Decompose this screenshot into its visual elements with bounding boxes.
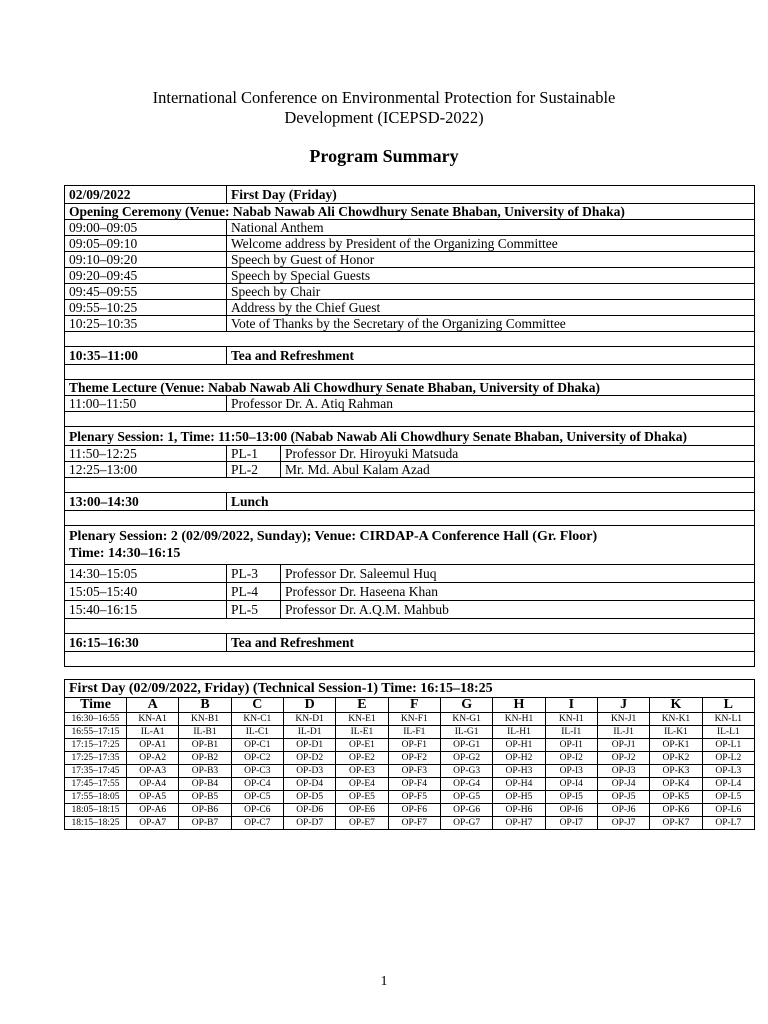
column-header-time: Time <box>65 698 127 713</box>
technical-row <box>65 804 755 817</box>
paper-code: OP-L6 <box>702 804 754 817</box>
plenary-row <box>65 565 755 583</box>
schedule-time: 09:45–09:55 <box>65 284 227 300</box>
spacer-cell <box>65 412 755 427</box>
slot-time: 18:15–18:25 <box>65 817 127 830</box>
plenary-speaker: Professor Dr. Haseena Khan <box>281 583 755 601</box>
paper-code: OP-J1 <box>597 739 649 752</box>
paper-code: OP-J4 <box>597 778 649 791</box>
paper-code: OP-J2 <box>597 752 649 765</box>
tea-break-row <box>65 634 755 652</box>
plenary-row <box>65 446 755 462</box>
spacer-row <box>65 511 755 526</box>
paper-code: OP-J6 <box>597 804 649 817</box>
column-header-room: L <box>702 698 754 713</box>
plenary-row <box>65 583 755 601</box>
technical-row <box>65 778 755 791</box>
column-header-room: G <box>440 698 492 713</box>
paper-code: KN-D1 <box>283 713 335 726</box>
schedule-row <box>65 300 755 316</box>
plenary-code: PL-1 <box>227 446 281 462</box>
technical-row <box>65 713 755 726</box>
paper-code: KN-I1 <box>545 713 597 726</box>
paper-code: OP-A3 <box>127 765 179 778</box>
paper-code: IL-F1 <box>388 726 440 739</box>
column-header-room: K <box>650 698 702 713</box>
plenary2-title-line1: Plenary Session: 2 (02/09/2022, Sunday); Venue: CIRDAP-A Conference Hall (Gr. Floor) <box>69 529 598 544</box>
paper-code: OP-A1 <box>127 739 179 752</box>
day-label: First Day (Friday) <box>227 186 755 204</box>
paper-code: KN-C1 <box>231 713 283 726</box>
schedule-row <box>65 252 755 268</box>
paper-code: OP-H5 <box>493 791 545 804</box>
schedule-row <box>65 220 755 236</box>
day-header-row <box>65 186 755 204</box>
paper-code: OP-L2 <box>702 752 754 765</box>
paper-code: OP-J7 <box>597 817 649 830</box>
technical-row <box>65 726 755 739</box>
paper-code: OP-B2 <box>179 752 231 765</box>
paper-code: OP-D2 <box>283 752 335 765</box>
paper-code: IL-K1 <box>650 726 702 739</box>
paper-code: IL-E1 <box>336 726 388 739</box>
slot-time: 18:05–18:15 <box>65 804 127 817</box>
paper-code: OP-K3 <box>650 765 702 778</box>
column-header-room: H <box>493 698 545 713</box>
paper-code: OP-C6 <box>231 804 283 817</box>
schedule-event: Speech by Guest of Honor <box>227 252 755 268</box>
theme-lecture-title: Theme Lecture (Venue: Nabab Nawab Ali Chowdhury Senate Bhaban, University of Dhaka) <box>65 380 755 396</box>
paper-code: OP-G1 <box>440 739 492 752</box>
schedule-row <box>65 284 755 300</box>
paper-code: OP-D6 <box>283 804 335 817</box>
plenary-time: 15:05–15:40 <box>65 583 227 601</box>
plenary-row <box>65 601 755 619</box>
schedule-row <box>65 396 755 412</box>
paper-code: OP-K2 <box>650 752 702 765</box>
schedule-event: Speech by Chair <box>227 284 755 300</box>
tea-break-time: 16:15–16:30 <box>65 634 227 652</box>
column-header-room: I <box>545 698 597 713</box>
paper-code: IL-G1 <box>440 726 492 739</box>
paper-code: IL-C1 <box>231 726 283 739</box>
column-header-room: B <box>179 698 231 713</box>
slot-time: 17:25–17:35 <box>65 752 127 765</box>
paper-code: OP-K1 <box>650 739 702 752</box>
opening-title: Opening Ceremony (Venue: Nabab Nawab Ali Chowdhury Senate Bhaban, University of Dhaka) <box>65 204 755 220</box>
paper-code: OP-A6 <box>127 804 179 817</box>
schedule-event: Address by the Chief Guest <box>227 300 755 316</box>
paper-code: OP-L3 <box>702 765 754 778</box>
schedule-event: Vote of Thanks by the Secretary of the Organizing Committee <box>227 316 755 332</box>
spacer-row <box>65 652 755 667</box>
paper-code: OP-A4 <box>127 778 179 791</box>
schedule-row <box>65 316 755 332</box>
plenary-code: PL-5 <box>227 601 281 619</box>
plenary-time: 14:30–15:05 <box>65 565 227 583</box>
technical-header-row <box>65 698 755 713</box>
tea-break-time: 10:35–11:00 <box>65 347 227 365</box>
paper-code: OP-D1 <box>283 739 335 752</box>
tea-break-label: Tea and Refreshment <box>227 347 755 365</box>
slot-time: 17:15–17:25 <box>65 739 127 752</box>
spacer-row <box>65 478 755 493</box>
slot-time: 17:55–18:05 <box>65 791 127 804</box>
technical-row <box>65 817 755 830</box>
paper-code: OP-L4 <box>702 778 754 791</box>
paper-code: IL-A1 <box>127 726 179 739</box>
paper-code: OP-F7 <box>388 817 440 830</box>
technical-session-table <box>64 679 755 830</box>
paper-code: OP-F3 <box>388 765 440 778</box>
paper-code: OP-C7 <box>231 817 283 830</box>
paper-code: OP-C3 <box>231 765 283 778</box>
slot-time: 16:30–16:55 <box>65 713 127 726</box>
paper-code: OP-A2 <box>127 752 179 765</box>
paper-code: OP-F6 <box>388 804 440 817</box>
schedule-event: Welcome address by President of the Organizing Committee <box>227 236 755 252</box>
paper-code: OP-E7 <box>336 817 388 830</box>
paper-code: OP-G6 <box>440 804 492 817</box>
paper-code: OP-I4 <box>545 778 597 791</box>
paper-code: OP-I5 <box>545 791 597 804</box>
paper-code: OP-E4 <box>336 778 388 791</box>
paper-code: OP-K6 <box>650 804 702 817</box>
schedule-time: 09:55–10:25 <box>65 300 227 316</box>
paper-code: IL-B1 <box>179 726 231 739</box>
paper-code: OP-J3 <box>597 765 649 778</box>
plenary-code: PL-2 <box>227 462 281 478</box>
paper-code: OP-K4 <box>650 778 702 791</box>
plenary2-title <box>65 526 755 565</box>
paper-code: OP-F4 <box>388 778 440 791</box>
paper-code: OP-C1 <box>231 739 283 752</box>
paper-code: OP-H6 <box>493 804 545 817</box>
paper-code: IL-H1 <box>493 726 545 739</box>
paper-code: OP-G5 <box>440 791 492 804</box>
paper-code: IL-D1 <box>283 726 335 739</box>
plenary-speaker: Mr. Md. Abul Kalam Azad <box>281 462 755 478</box>
slot-time: 17:45–17:55 <box>65 778 127 791</box>
schedule-time: 09:20–09:45 <box>65 268 227 284</box>
spacer-row <box>65 619 755 634</box>
page-heading: Program Summary <box>309 146 459 166</box>
paper-code: OP-C5 <box>231 791 283 804</box>
spacer-row <box>65 365 755 380</box>
theme-lecture-speaker: Professor Dr. A. Atiq Rahman <box>227 396 755 412</box>
program-table <box>64 185 755 667</box>
paper-code: KN-E1 <box>336 713 388 726</box>
plenary2-title-row <box>65 526 755 565</box>
conference-title-line1: International Conference on Environmental Protection for Sustainable <box>152 88 616 107</box>
technical-session-title: First Day (02/09/2022, Friday) (Technical Session-1) Time: 16:15–18:25 <box>65 680 755 698</box>
schedule-time: 09:05–09:10 <box>65 236 227 252</box>
paper-code: OP-E2 <box>336 752 388 765</box>
paper-code: IL-I1 <box>545 726 597 739</box>
paper-code: OP-B3 <box>179 765 231 778</box>
paper-code: OP-B5 <box>179 791 231 804</box>
paper-code: OP-H2 <box>493 752 545 765</box>
plenary1-title-row <box>65 427 755 446</box>
paper-code: OP-B4 <box>179 778 231 791</box>
lunch-time: 13:00–14:30 <box>65 493 227 511</box>
paper-code: OP-G3 <box>440 765 492 778</box>
paper-code: OP-B7 <box>179 817 231 830</box>
technical-row <box>65 765 755 778</box>
schedule-event: National Anthem <box>227 220 755 236</box>
paper-code: OP-I6 <box>545 804 597 817</box>
plenary-speaker: Professor Dr. Saleemul Huq <box>281 565 755 583</box>
column-header-room: E <box>336 698 388 713</box>
paper-code: IL-J1 <box>597 726 649 739</box>
technical-row <box>65 752 755 765</box>
theme-lecture-title-row <box>65 380 755 396</box>
plenary-time: 11:50–12:25 <box>65 446 227 462</box>
paper-code: OP-D3 <box>283 765 335 778</box>
paper-code: OP-A5 <box>127 791 179 804</box>
paper-code: OP-C4 <box>231 778 283 791</box>
paper-code: OP-L5 <box>702 791 754 804</box>
schedule-row <box>65 268 755 284</box>
paper-code: OP-D4 <box>283 778 335 791</box>
spacer-cell <box>65 332 755 347</box>
paper-code: OP-H3 <box>493 765 545 778</box>
paper-code: OP-B1 <box>179 739 231 752</box>
paper-code: KN-K1 <box>650 713 702 726</box>
plenary2-title-line2: Time: 14:30–16:15 <box>69 546 181 561</box>
spacer-cell <box>65 652 755 667</box>
technical-row <box>65 739 755 752</box>
paper-code: OP-L1 <box>702 739 754 752</box>
spacer-cell <box>65 365 755 380</box>
paper-code: OP-K5 <box>650 791 702 804</box>
plenary-time: 12:25–13:00 <box>65 462 227 478</box>
paper-code: OP-J5 <box>597 791 649 804</box>
schedule-time: 10:25–10:35 <box>65 316 227 332</box>
tea-break-label: Tea and Refreshment <box>227 634 755 652</box>
paper-code: OP-G4 <box>440 778 492 791</box>
column-header-room: F <box>388 698 440 713</box>
plenary-time: 15:40–16:15 <box>65 601 227 619</box>
paper-code: OP-H1 <box>493 739 545 752</box>
slot-time: 17:35–17:45 <box>65 765 127 778</box>
paper-code: OP-E3 <box>336 765 388 778</box>
spacer-cell <box>65 511 755 526</box>
spacer-cell <box>65 619 755 634</box>
paper-code: OP-I3 <box>545 765 597 778</box>
paper-code: OP-F1 <box>388 739 440 752</box>
spacer-row <box>65 332 755 347</box>
paper-code: OP-B6 <box>179 804 231 817</box>
paper-code: OP-I1 <box>545 739 597 752</box>
column-header-room: C <box>231 698 283 713</box>
schedule-event: Speech by Special Guests <box>227 268 755 284</box>
plenary-row <box>65 462 755 478</box>
paper-code: OP-E5 <box>336 791 388 804</box>
lunch-label: Lunch <box>227 493 755 511</box>
paper-code: KN-J1 <box>597 713 649 726</box>
schedule-row <box>65 236 755 252</box>
lunch-row <box>65 493 755 511</box>
slot-time: 16:55–17:15 <box>65 726 127 739</box>
paper-code: OP-L7 <box>702 817 754 830</box>
technical-session-title-row <box>65 680 755 698</box>
paper-code: KN-A1 <box>127 713 179 726</box>
schedule-time: 09:10–09:20 <box>65 252 227 268</box>
paper-code: OP-D7 <box>283 817 335 830</box>
spacer-cell <box>65 478 755 493</box>
opening-title-row <box>65 204 755 220</box>
paper-code: KN-L1 <box>702 713 754 726</box>
paper-code: KN-H1 <box>493 713 545 726</box>
paper-code: KN-G1 <box>440 713 492 726</box>
plenary-speaker: Professor Dr. Hiroyuki Matsuda <box>281 446 755 462</box>
paper-code: OP-E6 <box>336 804 388 817</box>
paper-code: OP-C2 <box>231 752 283 765</box>
tea-break-row <box>65 347 755 365</box>
schedule-time: 11:00–11:50 <box>65 396 227 412</box>
paper-code: OP-I7 <box>545 817 597 830</box>
schedule-time: 09:00–09:05 <box>65 220 227 236</box>
paper-code: OP-A7 <box>127 817 179 830</box>
plenary1-title: Plenary Session: 1, Time: 11:50–13:00 (Nabab Nawab Ali Chowdhury Senate Bhaban, University of Dhaka) <box>65 427 755 446</box>
plenary-code: PL-4 <box>227 583 281 601</box>
paper-code: OP-K7 <box>650 817 702 830</box>
paper-code: OP-I2 <box>545 752 597 765</box>
plenary-speaker: Professor Dr. A.Q.M. Mahbub <box>281 601 755 619</box>
spacer-row <box>65 412 755 427</box>
page-number: 1 <box>380 974 388 989</box>
paper-code: OP-G7 <box>440 817 492 830</box>
paper-code: OP-H7 <box>493 817 545 830</box>
technical-row <box>65 791 755 804</box>
conference-title-line2: Development (ICEPSD-2022) <box>284 108 484 127</box>
column-header-room: A <box>127 698 179 713</box>
paper-code: OP-E1 <box>336 739 388 752</box>
paper-code: OP-F5 <box>388 791 440 804</box>
paper-code: KN-F1 <box>388 713 440 726</box>
plenary-code: PL-3 <box>227 565 281 583</box>
paper-code: OP-H4 <box>493 778 545 791</box>
column-header-room: J <box>597 698 649 713</box>
day-date: 02/09/2022 <box>65 186 227 204</box>
paper-code: OP-D5 <box>283 791 335 804</box>
paper-code: KN-B1 <box>179 713 231 726</box>
paper-code: OP-F2 <box>388 752 440 765</box>
paper-code: OP-G2 <box>440 752 492 765</box>
paper-code: IL-L1 <box>702 726 754 739</box>
column-header-room: D <box>283 698 335 713</box>
